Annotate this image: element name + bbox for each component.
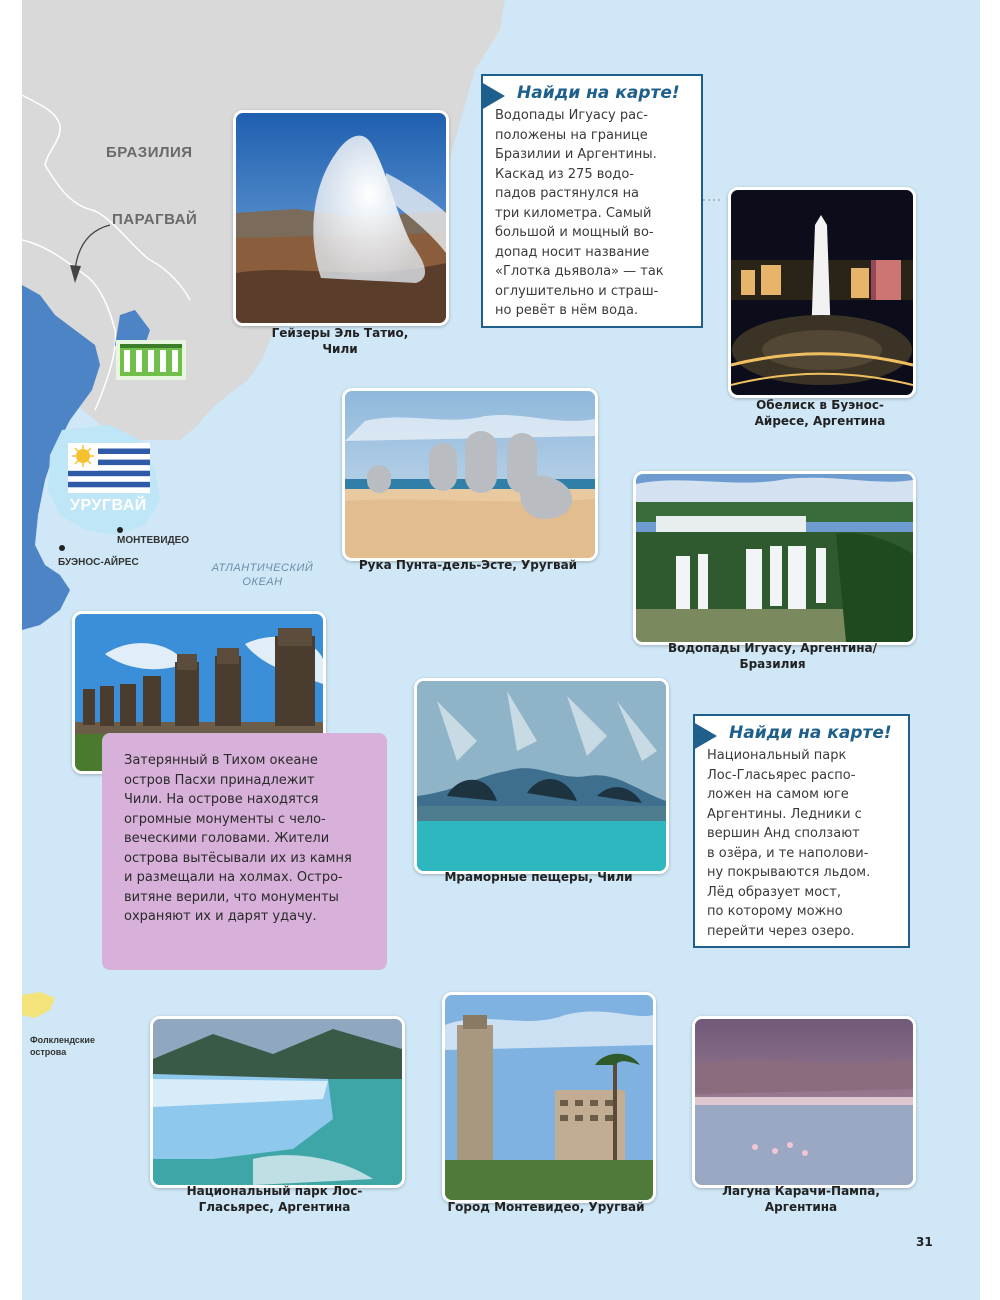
photo-marble-caves xyxy=(414,678,669,874)
falklands-line-1: Фолклендские xyxy=(30,1035,95,1045)
label-buenos-aires: БУЭНОС-АЙРЕС xyxy=(58,557,139,568)
caption-line: Гейзеры Эль Татио, xyxy=(271,326,409,340)
find-box-title: Найди на карте! xyxy=(517,83,680,103)
photo-obelisk xyxy=(728,187,916,398)
caption-line: Чили xyxy=(322,342,358,356)
caption-line: Обелиск в Буэнос- xyxy=(756,398,884,412)
page-number: 31 xyxy=(916,1235,933,1249)
caption-line: Айресе, Аргентина xyxy=(754,414,886,428)
find-on-map-box-iguazu xyxy=(481,74,703,328)
caption-line: Национальный парк Лос- xyxy=(186,1184,363,1198)
caption-line: Бразилия xyxy=(739,657,806,671)
caption-line: Водопады Игуасу, Аргентина/ xyxy=(667,641,878,655)
photo-geysers xyxy=(233,110,449,326)
caption-line: Аргентина xyxy=(764,1200,838,1214)
label-falklands xyxy=(30,1034,95,1058)
photo-hand xyxy=(342,388,598,561)
caption-montevideo xyxy=(430,1199,662,1215)
caption-line: Лагуна Карачи-Пампа, xyxy=(722,1184,880,1198)
ocean-line-1: АТЛАНТИЧЕСКИЙ xyxy=(211,562,314,574)
photo-laguna xyxy=(692,1016,916,1188)
photo-montevideo xyxy=(442,992,656,1203)
photo-los-glaciares xyxy=(150,1016,405,1188)
paraguay-flag xyxy=(116,340,186,380)
caption-line: Гласьярес, Аргентина xyxy=(198,1200,351,1214)
caption-geysers xyxy=(255,325,425,357)
falklands-line-2: острова xyxy=(30,1047,67,1057)
find-arrow-icon xyxy=(481,82,505,110)
find-box-title: Найди на карте! xyxy=(729,723,892,743)
find-arrow-icon xyxy=(693,722,717,750)
photo-iguazu xyxy=(633,471,916,645)
caption-glaciares xyxy=(150,1183,399,1215)
ocean-line-2: ОКЕАН xyxy=(242,576,283,588)
caption-laguna xyxy=(692,1183,910,1215)
caption-line: Город Монтевидео, Уругвай xyxy=(447,1200,645,1214)
label-paraguay: ПАРАГВАЙ xyxy=(112,211,198,228)
easter-island-text-box: Затерянный в Тихом океане остров Пасхи принадлежит Чили. На острове находятся огромные монументы с чело- веческими головами. Жители острова вытёсывали их из камня и размещали на холмах. Остро- витяне верили, что монументы охраняют их и дарят удачу. xyxy=(102,733,387,970)
find-box-text: Национальный парк Лос-Гласьярес распо- ложен на самом юге Аргентины. Ледники с вершин Анд сползают в озёра, и те наполови- ну покрываются льдом. Лёд образует мост, по которому можно перейти через озеро. xyxy=(707,748,871,939)
label-atlantic-ocean xyxy=(205,561,320,589)
find-on-map-box-glaciares xyxy=(693,714,910,948)
caption-marble xyxy=(414,869,663,885)
caption-line: Мраморные пещеры, Чили xyxy=(444,870,633,884)
label-brazil: БРАЗИЛИЯ xyxy=(106,144,193,161)
caption-hand xyxy=(330,557,606,573)
label-uruguay: УРУГВАЙ xyxy=(70,497,147,514)
caption-line: Рука Пунта-дель-Эсте, Уругвай xyxy=(358,558,578,572)
label-montevideo: МОНТЕВИДЕО xyxy=(117,535,190,546)
caption-obelisk xyxy=(730,397,910,429)
find-box-text: Водопады Игуасу рас- положены на границе Бразилии и Аргентины. Каскад из 275 водо- падов растянулся на три километра. Самый большой и мощный во- допад носит название «Глотка дьявола» — так оглушительно и страш- но ревёт в нём вода. xyxy=(495,108,664,318)
uruguay-flag xyxy=(68,443,150,493)
caption-iguazu xyxy=(640,640,905,672)
